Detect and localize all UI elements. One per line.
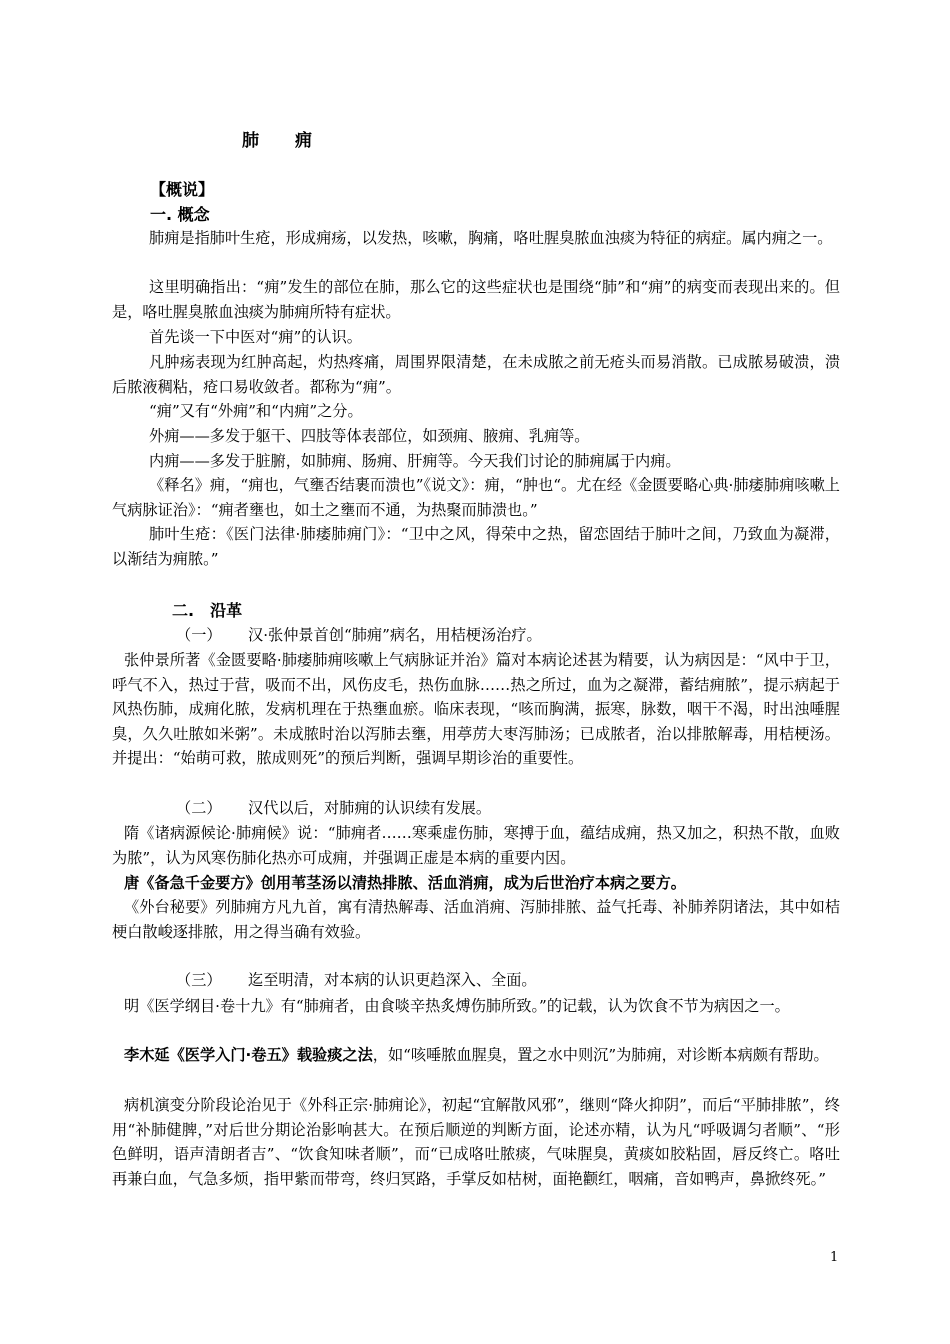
history-bold-line (112, 871, 840, 896)
concept-paragraph: “痈”又有“外痈”和“内痈”之分。 (149, 402, 363, 420)
subheading-text: 迄至明清，对本病的认识更趋深入、全面。 (248, 971, 537, 989)
concept-paragraph: 肺叶生疮：《医门法律·肺痿肺痈门》：“卫中之风，得荣中之热，留恋固结于肺叶之间，乃致血为凝滞，以渐结为痈脓。” (112, 525, 840, 568)
concept-paragraph: 首先谈一下中医对“痈”的认识。 (149, 328, 362, 346)
history-paragraph: 隋《诸病源候论·肺痈候》说：“肺痈者……寒乘虚伤肺，寒搏于血，蕴结成痈，热又加之，积热不散，血败为脓”，认为风寒伤肺化热亦可成痈，并强调正虚是本病的重要内因。 (112, 824, 840, 867)
paragraph-rest: ，如“咳唾脓血腥臭，置之水中则沉”为肺痈，对诊断本病颇有帮助。 (372, 1046, 829, 1064)
subheading-text: 汉·张仲景首创“肺痈”病名，用桔梗汤治疗。 (248, 626, 542, 644)
concept-heading: 一. 概念 (150, 205, 210, 224)
history-subheading-1 (176, 624, 542, 645)
page-number: 1 (830, 1250, 839, 1265)
history-heading: 二. 沿革 (172, 601, 243, 620)
concept-paragraph: 外痈——多发于躯干、四肢等体表部位，如颈痈、腋痈、乳痈等。 (149, 427, 590, 445)
history-paragraph: 《外台秘要》列肺痈方凡九首，寓有清热解毒、活血消痈、泻肺排脓、益气托毒、补肺养阴诸法，其中如桔梗白散峻逐排脓，用之得当确有效验。 (112, 898, 840, 941)
subheading-label: （一） (176, 626, 222, 644)
subheading-label: （三） (176, 971, 222, 989)
bold-text: 唐《备急千金要方》创用苇茎汤以清热排脓、活血消痈，成为后世治疗本病之要方。 (124, 874, 686, 892)
section-overview-heading: 【概说】 (150, 180, 215, 199)
title-char-1: 肺 (242, 131, 259, 151)
history-paragraph: 张仲景所著《金匮要略·肺痿肺痈咳嗽上气病脉证并治》篇对本病论述甚为精要，认为病因是：“风中于卫，呼气不入，热过于营，吸而不出，风伤皮毛，热伤血脉……热之所过，血为之凝滞，蓄结痈脓”，提示病起于风热伤肺，成痈化脓，发病机理在于热壅血瘀。临床表现，“咳而胸满，振寒，脉数，咽干不渴，时出浊唾腥臭，久久吐脓如米粥”。未成脓时治以泻肺去壅，用葶苈大枣泻肺汤；已成脓者，治以排脓解毒，用桔梗汤。并提出：“始萌可救，脓成则死”的预后判断，强调早期诊治的重要性。 (112, 651, 840, 767)
concept-paragraph: 《释名》痈，“痈也，气壅否结裹而溃也”《说文》：痈，“肿也“。尤在经《金匮要略心典·肺痿肺痈咳嗽上气病脉证治》：“痈者壅也，如土之壅而不通，为热聚而肺溃也。” (112, 476, 840, 519)
history-subheading-3 (176, 969, 537, 990)
concept-paragraph: 内痈——多发于脏腑，如肺痈、肠痈、肝痈等。今天我们讨论的肺痈属于内痈。 (149, 452, 681, 470)
subheading-label: （二） (176, 799, 222, 817)
history-paragraph: 病机演变分阶段论治见于《外科正宗·肺痈论》，初起“宜解散风邪”，继则“降火抑阴”，而后“平肺排脓”，终用“补肺健脾，”对后世分期论治影响甚大。在预后顺逆的判断方面，论述亦精，认为凡“呼吸调匀者顺”、“形色鲜明，语声清朗者吉”、“饮食知味者顺”，而“已成咯吐脓痰，气味腥臭，黄痰如胶粘固，唇反终亡。咯吐再兼白血，气急多烦，指甲紫而带弯，终归冥路，手掌反如枯树，面艳颧红，咽痛，音如鸭声，鼻掀终死。” (112, 1096, 840, 1188)
history-paragraph (112, 1043, 840, 1068)
concept-paragraph: 这里明确指出：“痈”发生的部位在肺，那么它的这些症状也是围绕“肺”和“痈”的病变而表现出来的。但是，咯吐腥臭脓血浊痰为肺痈所特有症状。 (112, 278, 840, 321)
subheading-text: 汉代以后，对肺痈的认识续有发展。 (248, 799, 491, 817)
page-title (242, 126, 312, 151)
concept-paragraph: 肺痈是指肺叶生疮，形成痈疡，以发热，咳嗽，胸痛，咯吐腥臭脓血浊痰为特征的病症。属内痈之一。 (149, 229, 833, 247)
bold-lead-text: 李木延《医学入门·卷五》载验痰之法 (124, 1046, 373, 1064)
concept-paragraph: 凡肿疡表现为红肿高起，灼热疼痛，周围界限清楚，在未成脓之前无疮头而易消散。已成脓易破溃，溃后脓液稠粘，疮口易收敛者。都称为“痈”。 (112, 353, 840, 396)
title-char-2: 痈 (295, 131, 312, 151)
history-paragraph: 明《医学纲目·卷十九》有“肺痈者，由食啖辛热炙煿伤肺所致。”的记载，认为饮食不节为病因之一。 (124, 997, 790, 1015)
history-subheading-2 (176, 797, 491, 818)
